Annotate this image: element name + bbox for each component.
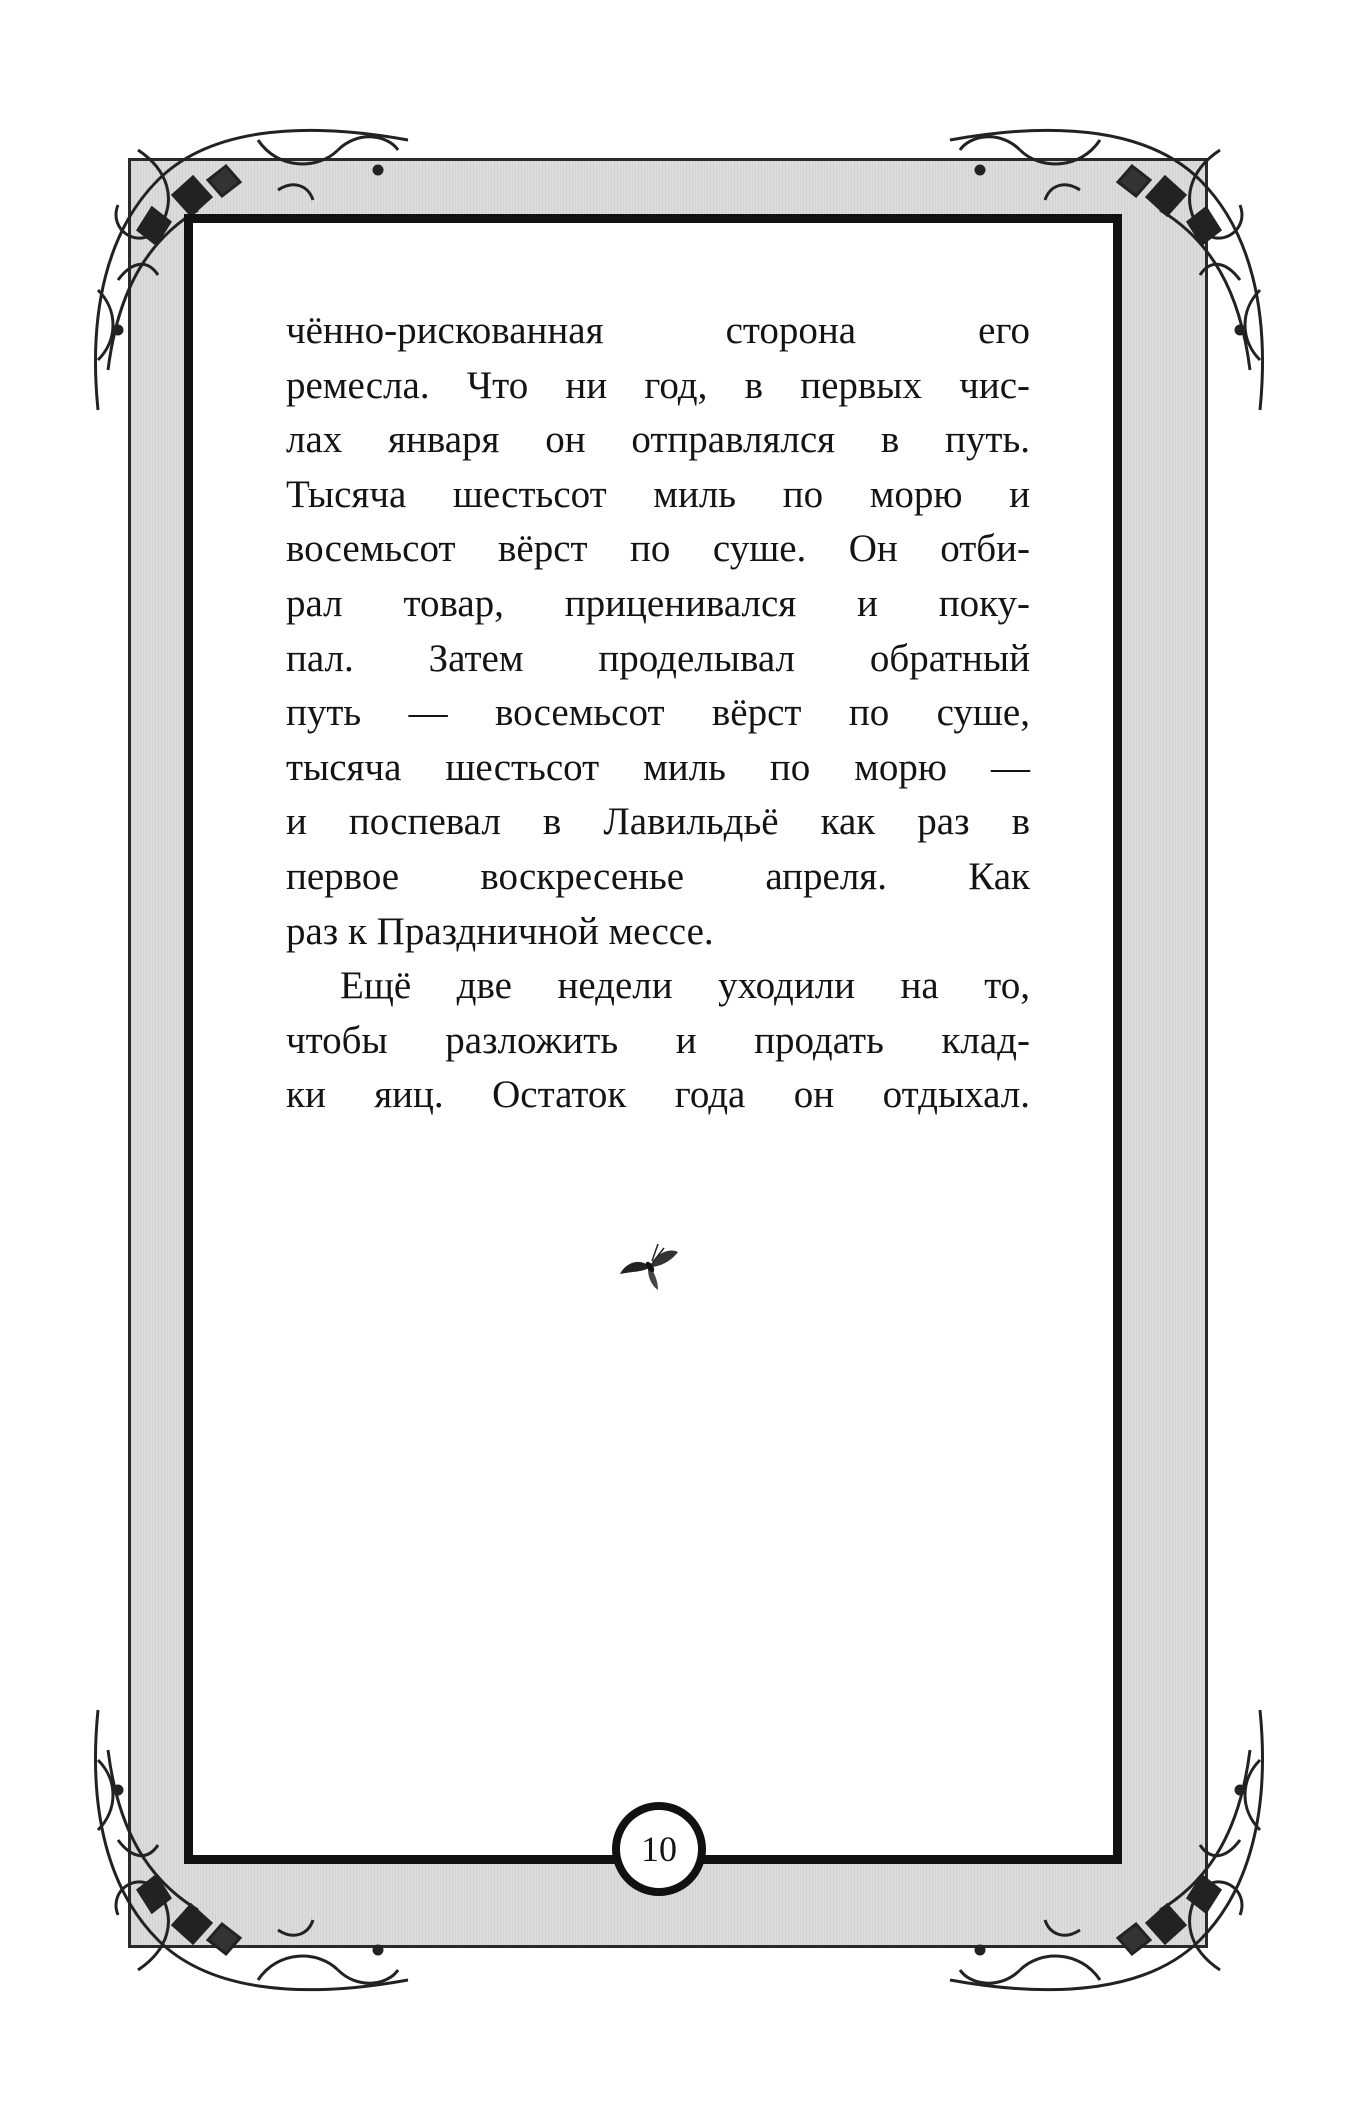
text-line: Тысяча шестьсот миль по морю и bbox=[286, 472, 1030, 516]
text-line: тысяча шестьсот миль по морю — bbox=[286, 745, 1030, 789]
text-line: чённо-рискованная сторона его bbox=[286, 309, 1030, 352]
text-line: Ещё две недели уходили на то, bbox=[340, 964, 1030, 1008]
body-text bbox=[286, 304, 1030, 1123]
text-line: ки яиц. Остаток года он отдыхал. bbox=[286, 1073, 1030, 1117]
text-line: путь — восемьсот вёрст по суше, bbox=[286, 691, 1030, 735]
page-number: 10 bbox=[641, 1829, 677, 1869]
text-line: первое воскресенье апреля. Как bbox=[286, 854, 1030, 898]
paragraph bbox=[286, 304, 1030, 959]
text-line: чтобы разложить и продать клад- bbox=[286, 1018, 1030, 1062]
moth-icon bbox=[618, 1236, 680, 1298]
text-line: и поспевал в Лавильдьё как раз в bbox=[286, 800, 1030, 844]
text-line: восемьсот вёрст по суше. Он отби- bbox=[286, 527, 1030, 571]
text-line: ремесла. Что ни год, в первых чис- bbox=[286, 363, 1030, 407]
text-line: раз к Праздничной мессе. bbox=[286, 909, 714, 953]
text-line: рал товар, приценивался и поку- bbox=[286, 581, 1030, 625]
text-line: лах января он отправлялся в путь. bbox=[286, 418, 1030, 462]
paragraph bbox=[286, 959, 1030, 1123]
page-number-badge bbox=[612, 1802, 706, 1896]
text-line: пал. Затем проделывал обратный bbox=[286, 636, 1030, 680]
